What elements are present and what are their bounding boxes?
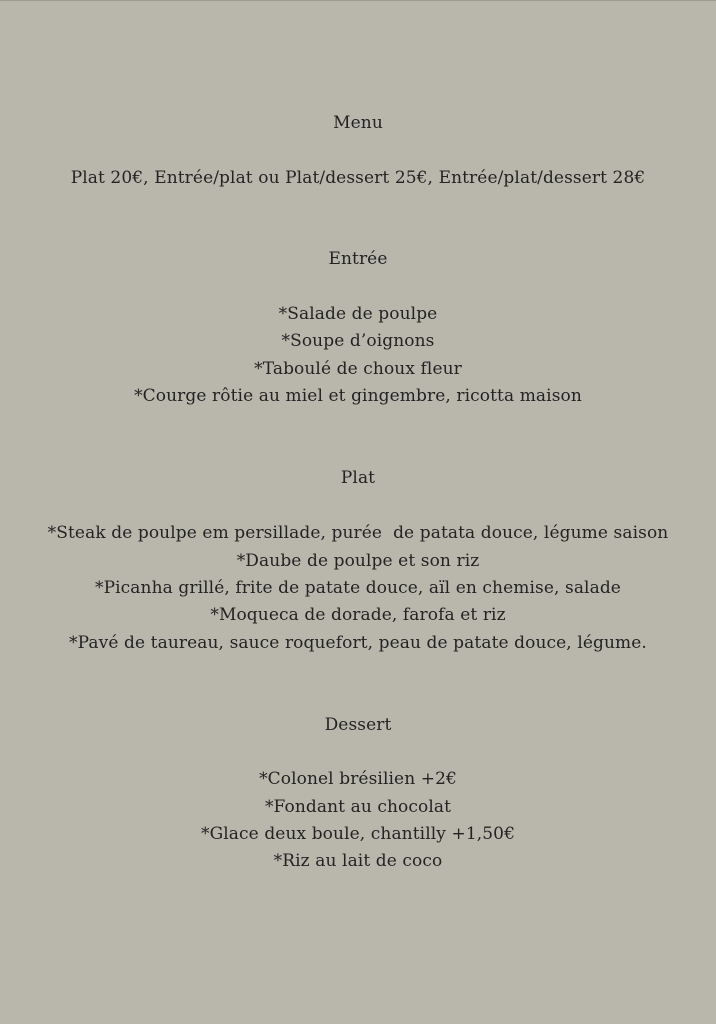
menu-item: *Moqueca de dorade, farofa et riz [210, 605, 506, 625]
menu-item: *Salade de poulpe [278, 304, 438, 324]
menu-title: Menu [333, 113, 383, 133]
section-heading-entree: Entrée [328, 249, 388, 269]
menu-item: *Glace deux boule, chantilly +1,50€ [200, 824, 515, 844]
menu-item: *Fondant au chocolat [264, 797, 452, 817]
menu-item: *Taboulé de choux fleur [254, 359, 462, 379]
menu-item: *Riz au lait de coco [273, 851, 443, 871]
menu-item: *Soupe d’oignons [281, 331, 435, 351]
menu-item: *Courge rôtie au miel et gingembre, ricotta maison [134, 386, 582, 406]
menu-item: *Pavé de taureau, sauce roquefort, peau de patate douce, légume. [69, 633, 647, 653]
section-heading-dessert: Dessert [324, 715, 392, 735]
menu-item: *Picanha grillé, frite de patate douce, aïl en chemise, salade [95, 578, 621, 598]
pricing-line: Plat 20€, Entrée/plat ou Plat/dessert 25€, Entrée/plat/dessert 28€ [70, 168, 646, 188]
menu-item: *Steak de poulpe em persillade, purée de patata douce, légume saison [47, 523, 669, 543]
menu-item: *Daube de poulpe et son riz [236, 551, 480, 571]
section-heading-plat: Plat [340, 468, 376, 488]
menu-item: *Colonel brésilien +2€ [259, 769, 457, 789]
